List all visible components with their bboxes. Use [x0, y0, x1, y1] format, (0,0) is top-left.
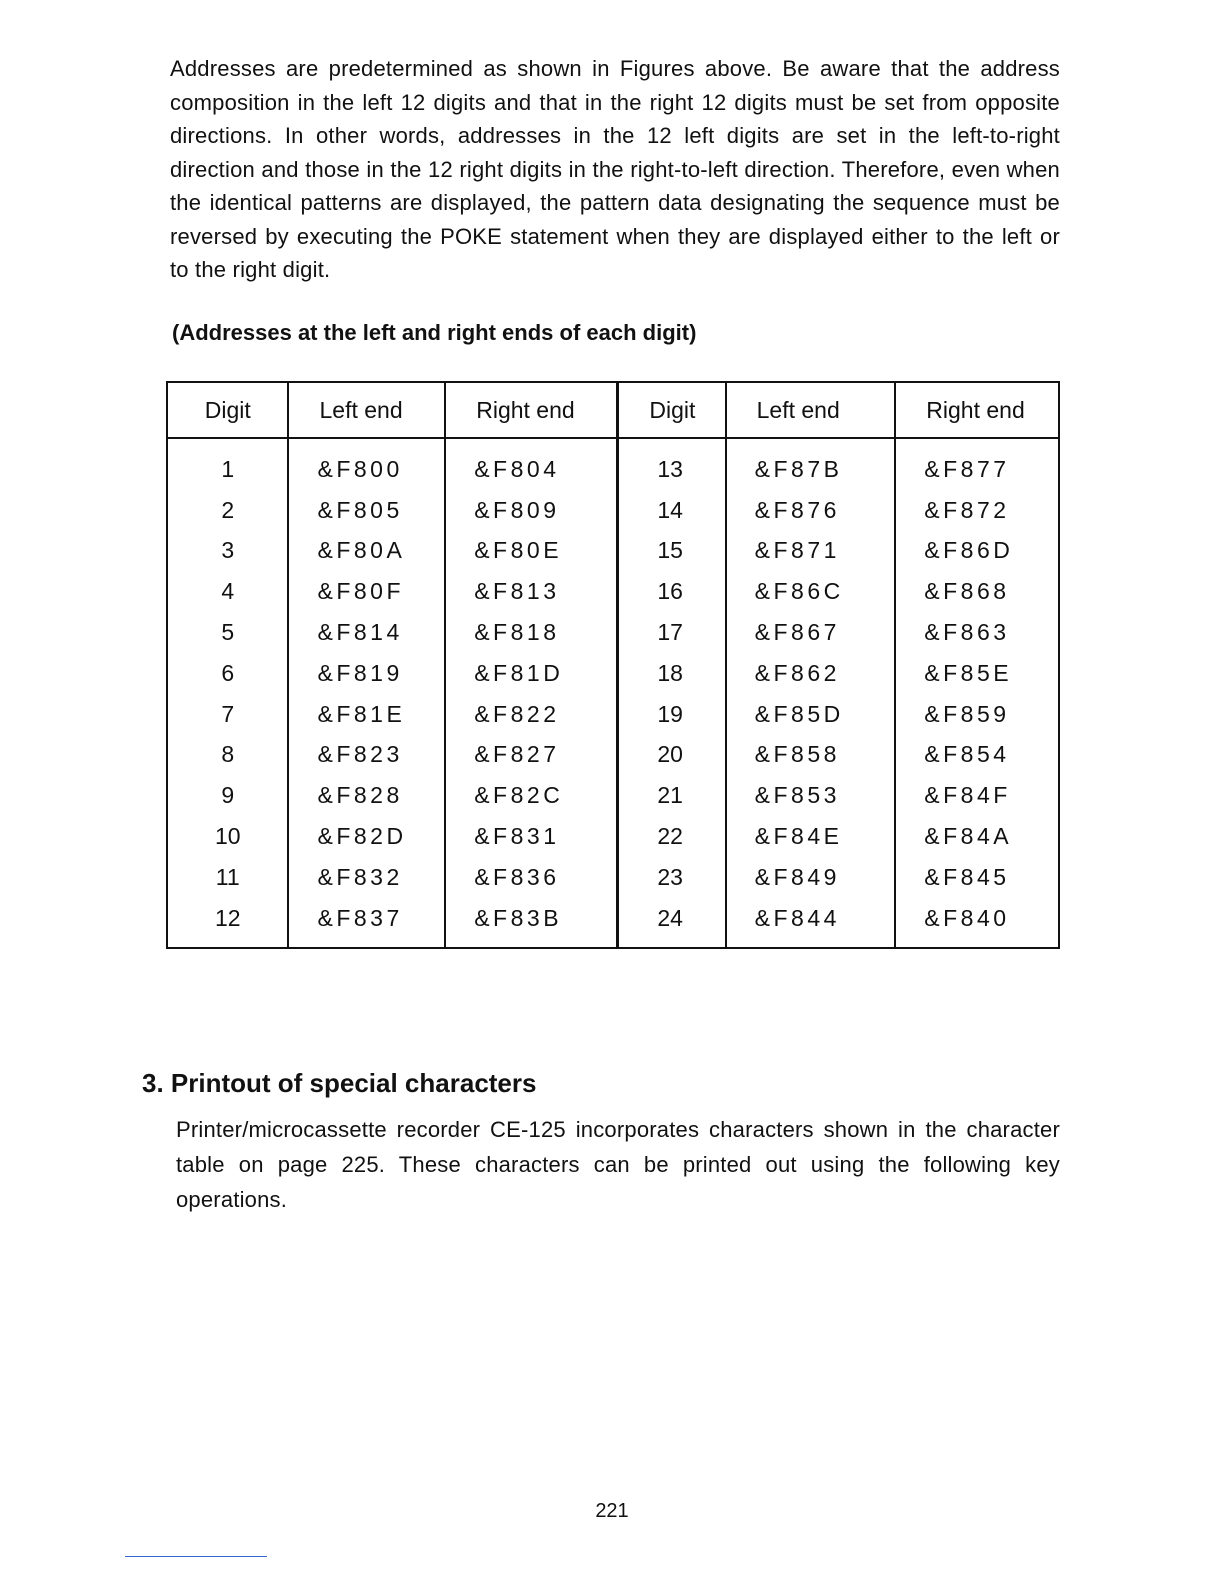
digit-cell: 24: [618, 898, 726, 948]
digit-cell: 23: [618, 857, 726, 898]
right-end-cell: &F818: [445, 612, 618, 653]
right-end-cell: &F836: [445, 857, 618, 898]
table-row: [167, 775, 1059, 816]
right-end-cell: &F80E: [445, 531, 618, 572]
left-end-cell: &F82D: [288, 816, 445, 857]
digit-cell: 16: [618, 571, 726, 612]
left-end-cell: &F86C: [726, 571, 896, 612]
left-end-cell: &F876: [726, 490, 896, 531]
right-end-cell: &F827: [445, 735, 618, 776]
right-end-cell: &F813: [445, 571, 618, 612]
header-digit-left: Digit: [167, 382, 288, 438]
digit-cell: 12: [214, 904, 241, 931]
address-table-container: [166, 381, 1060, 949]
right-end-cell: &F82C: [445, 775, 618, 816]
right-end-cell: &F809: [445, 490, 618, 531]
left-end-cell: &F867: [726, 612, 896, 653]
right-end-cell: &F868: [895, 571, 1059, 612]
digit-cell: 19: [618, 694, 726, 735]
right-end-cell: &F85E: [895, 653, 1059, 694]
left-end-cell: &F81E: [288, 694, 445, 735]
table-row: [167, 857, 1059, 898]
digit-cell: 10: [214, 823, 241, 850]
right-end-cell: &F83B: [445, 898, 618, 948]
left-end-cell: &F85D: [726, 694, 896, 735]
left-end-cell: &F871: [726, 531, 896, 572]
digit-cell: 14: [618, 490, 726, 531]
digit-cell: 15: [618, 531, 726, 572]
right-end-cell: &F845: [895, 857, 1059, 898]
digit-cell: 13: [618, 438, 726, 490]
header-right-end-left: Right end: [445, 382, 618, 438]
table-row: [167, 490, 1059, 531]
right-end-cell: &F854: [895, 735, 1059, 776]
digit-cell: 18: [618, 653, 726, 694]
right-end-cell: &F840: [895, 898, 1059, 948]
table-row: [167, 531, 1059, 572]
digit-cell: 4: [221, 578, 235, 605]
right-end-cell: &F804: [445, 438, 618, 490]
left-end-cell: &F80F: [288, 571, 445, 612]
left-end-cell: &F858: [726, 735, 896, 776]
section-body: Printer/microcassette recorder CE-125 incorporates characters shown in the character table on page 225. These characters can be printed out using the following key operations.: [176, 1117, 1060, 1212]
digit-cell: 20: [618, 735, 726, 776]
table-caption: (Addresses at the left and right ends of each digit): [172, 320, 697, 345]
left-end-cell: &F84E: [726, 816, 896, 857]
left-end-cell: &F800: [288, 438, 445, 490]
intro-paragraph: Addresses are predetermined as shown in Figures above. Be aware that the address composition in the left 12 digits and that in the right 12 digits must be set from opposite directions. In other words, addresses in the 12 left digits are set in the left-to-right direction and those in the 12 right digits in the right-to-left direction. Therefore, even when the identical patterns are displayed, the pattern data designating the sequence must be reversed by executing the POKE statement when they are displayed either to the left or to the right digit.: [170, 56, 1060, 282]
digit-cell: 9: [221, 782, 235, 809]
left-end-cell: &F837: [288, 898, 445, 948]
footer-rule: [125, 1556, 267, 1557]
left-end-cell: &F844: [726, 898, 896, 948]
left-end-cell: &F849: [726, 857, 896, 898]
table-header-row: [167, 382, 1059, 438]
table-row: [167, 571, 1059, 612]
digit-cell: 1: [221, 455, 235, 482]
right-end-cell: &F84A: [895, 816, 1059, 857]
left-end-cell: &F819: [288, 653, 445, 694]
digit-cell: 21: [618, 775, 726, 816]
right-end-cell: &F863: [895, 612, 1059, 653]
right-end-cell: &F84F: [895, 775, 1059, 816]
left-end-cell: &F814: [288, 612, 445, 653]
digit-cell: 7: [221, 700, 235, 727]
right-end-cell: &F877: [895, 438, 1059, 490]
digit-cell: 8: [221, 741, 235, 768]
header-digit-right: Digit: [618, 382, 726, 438]
left-end-cell: &F805: [288, 490, 445, 531]
table-body: [167, 438, 1059, 948]
left-end-cell: &F862: [726, 653, 896, 694]
left-end-cell: &F87B: [726, 438, 896, 490]
table-row: [167, 898, 1059, 948]
digit-cell: 6: [221, 659, 235, 686]
left-end-cell: &F80A: [288, 531, 445, 572]
table-row: [167, 438, 1059, 490]
right-end-cell: &F822: [445, 694, 618, 735]
right-end-cell: &F831: [445, 816, 618, 857]
left-end-cell: &F832: [288, 857, 445, 898]
table-row: [167, 694, 1059, 735]
digit-cell: 3: [221, 537, 235, 564]
digit-cell: 17: [618, 612, 726, 653]
header-left-end-right: Left end: [726, 382, 896, 438]
header-left-end-left: Left end: [288, 382, 445, 438]
digit-cell: 22: [618, 816, 726, 857]
section-heading: 3. Printout of special characters: [142, 1068, 537, 1098]
right-end-cell: &F81D: [445, 653, 618, 694]
left-end-cell: &F823: [288, 735, 445, 776]
table-row: [167, 816, 1059, 857]
address-table: [166, 381, 1060, 949]
right-end-cell: &F872: [895, 490, 1059, 531]
digit-cell: 2: [221, 496, 235, 523]
left-end-cell: &F853: [726, 775, 896, 816]
left-end-cell: &F828: [288, 775, 445, 816]
table-row: [167, 735, 1059, 776]
header-right-end-right: Right end: [895, 382, 1059, 438]
right-end-cell: &F86D: [895, 531, 1059, 572]
right-end-cell: &F859: [895, 694, 1059, 735]
table-row: [167, 653, 1059, 694]
digit-cell: 5: [221, 619, 235, 646]
table-row: [167, 612, 1059, 653]
page-number: 221: [595, 1500, 629, 1522]
digit-cell: 11: [215, 863, 240, 890]
